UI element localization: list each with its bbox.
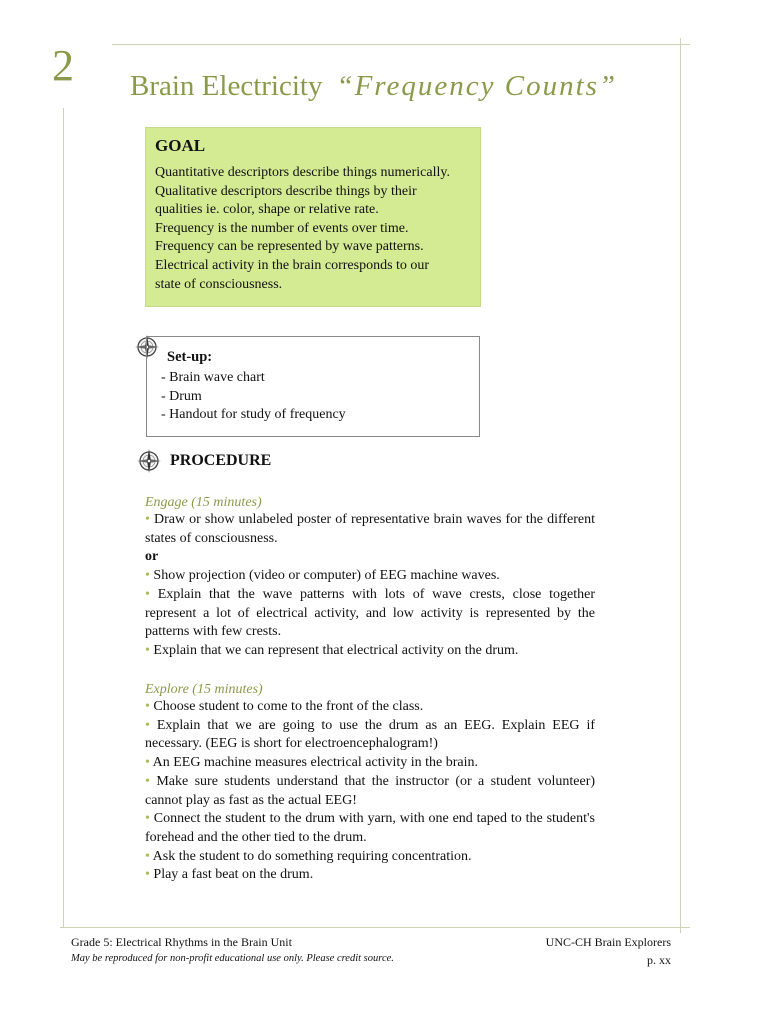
list-item: • Ask the student to do something requiring concentration. xyxy=(145,848,472,864)
footer-page-number: p. xx xyxy=(647,953,671,967)
list-item: • An EEG machine measures electrical activity in the brain. xyxy=(145,755,479,771)
list-item: • Make sure students understand that the instructor (or a student volunteer) cannot play as fast as the actual EEG! xyxy=(145,773,596,808)
goal-line: Quantitative descriptors describe things numerically. xyxy=(155,165,450,180)
top-rule xyxy=(112,44,690,45)
list-item: • Show projection (video or computer) of EEG machine waves. xyxy=(145,568,500,584)
bullet-icon: • xyxy=(145,642,150,658)
engage-label: Engage (15 minutes) xyxy=(145,495,262,510)
footer-note: May be reproduced for non-profit educational use only. Please credit source. xyxy=(71,953,394,964)
list-item: • Draw or show unlabeled poster of representative brain waves for the different states of consciousness. xyxy=(145,512,596,546)
bullet-icon: • xyxy=(145,811,150,827)
goal-line: Frequency can be represented by wave patterns. xyxy=(155,239,424,255)
goal-line: Qualitative descriptors describe things by their xyxy=(155,183,417,199)
goal-line: state of consciousness. xyxy=(155,276,283,292)
bullet-icon: • xyxy=(145,699,150,714)
page-title xyxy=(130,70,617,103)
bullet-icon: • xyxy=(145,586,150,602)
footer-org: UNC-CH Brain Explorers xyxy=(545,935,671,949)
setup-box xyxy=(146,336,480,437)
goal-line: Frequency is the number of events over time. xyxy=(155,220,409,236)
title-subtitle: “Frequency Counts” xyxy=(336,70,618,102)
goal-line: Electrical activity in the brain corresponds to our xyxy=(155,257,430,273)
bullet-icon: • xyxy=(145,512,150,527)
list-item: • Connect the student to the drum with yarn, with one end taped to the student's forehead and the other tied to the drum. xyxy=(145,811,595,845)
explore-section xyxy=(145,682,595,885)
chapter-number: 2 xyxy=(52,41,74,90)
setup-item: - Drum xyxy=(161,388,202,404)
list-item: • Explain that we can represent that electrical activity on the drum. xyxy=(145,642,519,658)
setup-heading: Set-up: xyxy=(167,349,213,365)
compass-icon xyxy=(136,448,162,474)
bullet-icon: • xyxy=(145,717,150,733)
goal-heading: GOAL xyxy=(155,136,206,155)
footer-unit: Grade 5: Electrical Rhythms in the Brain Unit xyxy=(71,935,292,949)
bottom-rule xyxy=(60,927,690,928)
or-label: or xyxy=(145,549,159,565)
right-rule xyxy=(680,38,681,933)
setup-item: - Handout for study of frequency xyxy=(161,407,346,423)
bullet-icon: • xyxy=(145,568,150,584)
engage-section xyxy=(145,495,595,661)
list-item: • Explain that the wave patterns with lots of wave crests, close together represent a lot of electrical activity, and low activity is represented by the patterns with few crests. xyxy=(145,586,596,640)
goal-line: qualities ie. color, shape or relative rate. xyxy=(155,202,379,218)
bullet-icon: • xyxy=(145,848,150,864)
title-text: Brain Electricity xyxy=(130,70,323,102)
procedure-heading: PROCEDURE xyxy=(170,452,272,469)
list-item: • Play a fast beat on the drum. xyxy=(145,867,314,883)
bullet-icon: • xyxy=(145,755,150,771)
bullet-icon: • xyxy=(145,867,150,883)
goal-box xyxy=(145,127,481,307)
left-rule xyxy=(63,108,64,928)
list-item: • Choose student to come to the front of the class. xyxy=(145,699,424,714)
list-item: • Explain that we are going to use the drum as an EEG. Explain EEG if necessary. (EEG is short for electroencephalogram!) xyxy=(145,717,596,752)
bullet-icon: • xyxy=(145,773,150,789)
explore-label: Explore (15 minutes) xyxy=(145,682,263,697)
setup-item: - Brain wave chart xyxy=(161,370,265,385)
